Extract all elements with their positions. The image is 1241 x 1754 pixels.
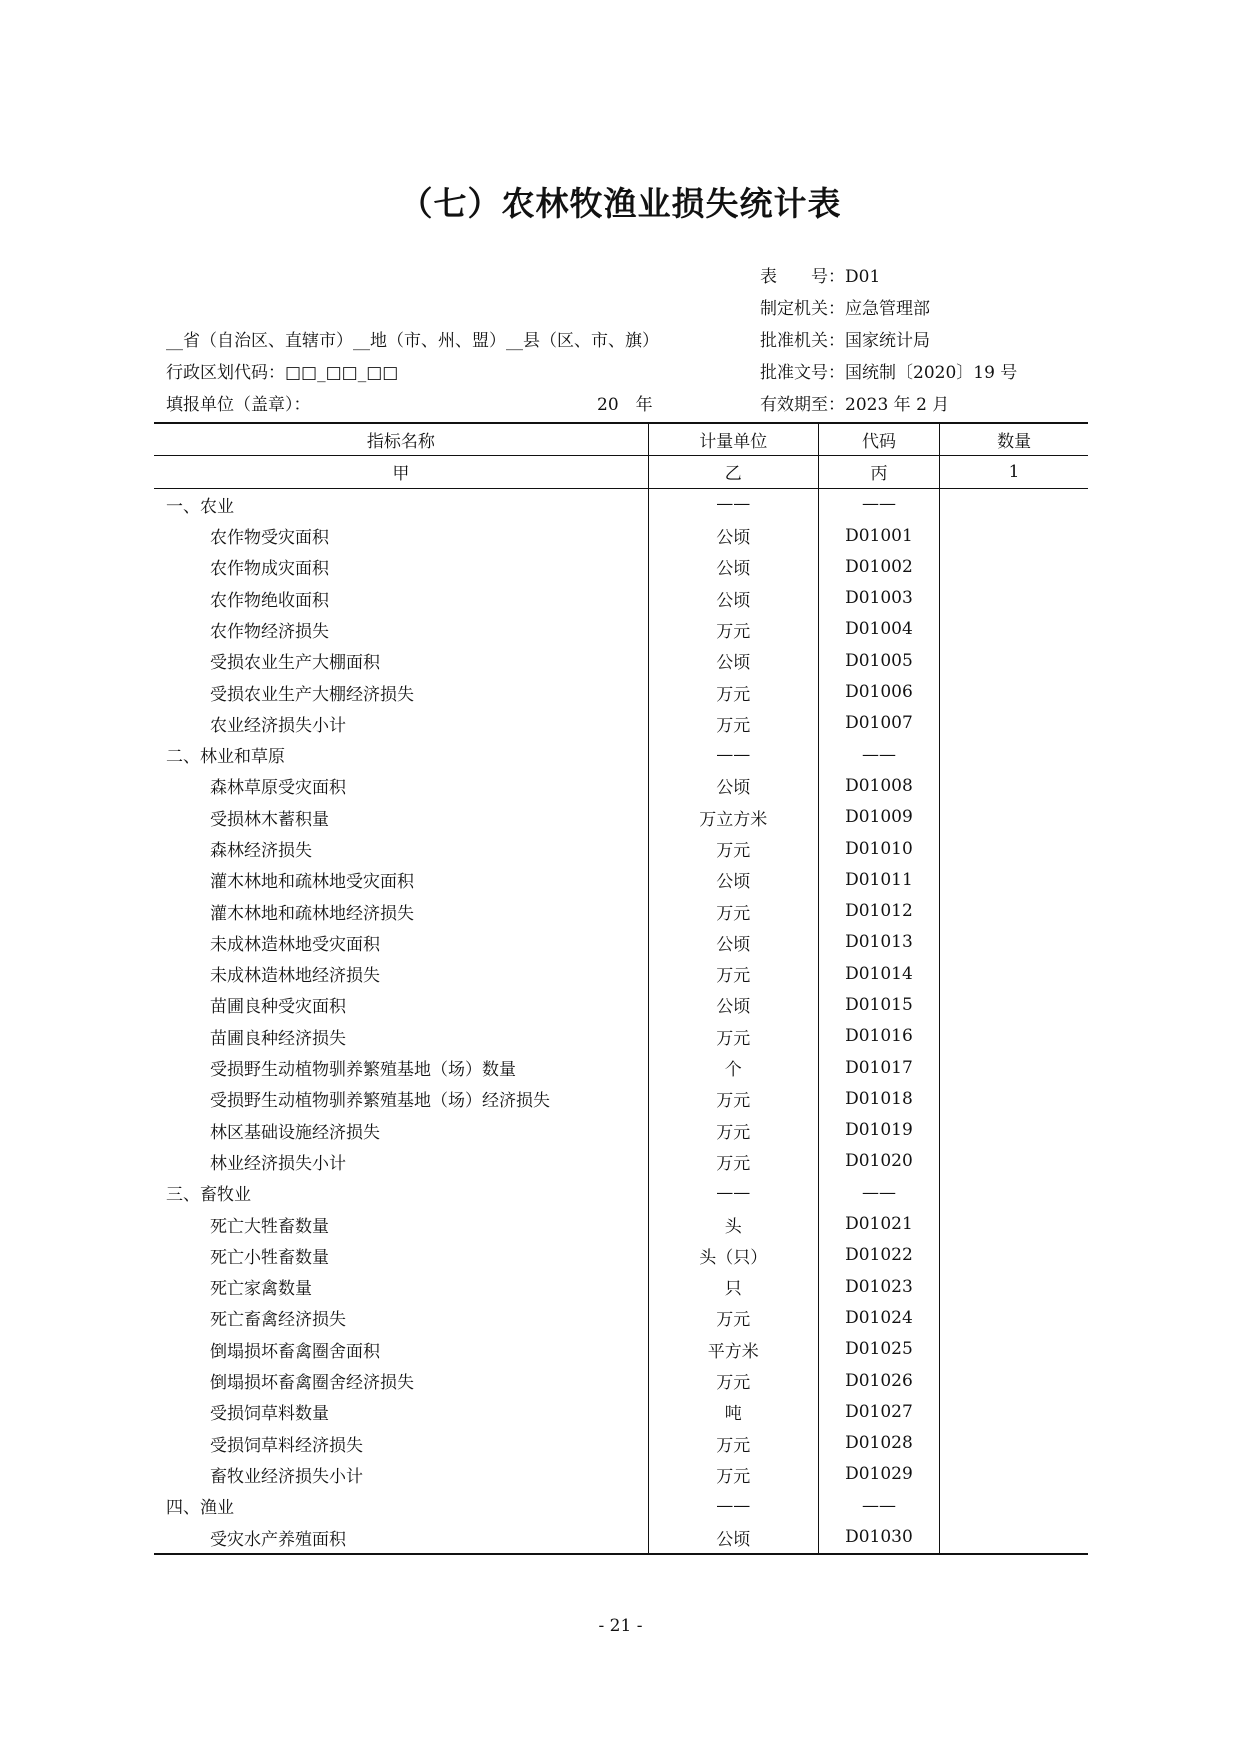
unit-cell: 公顷 bbox=[648, 989, 818, 1020]
region-line: __省（自治区、直辖市）__地（市、州、盟）__县（区、市、旗） bbox=[166, 331, 659, 351]
table-row bbox=[154, 488, 1088, 520]
table-row bbox=[154, 1240, 1088, 1271]
quantity-cell[interactable] bbox=[940, 1302, 1088, 1333]
quantity-cell[interactable] bbox=[940, 927, 1088, 958]
page-title: （七）农林牧渔业损失统计表 bbox=[399, 184, 842, 223]
code-cell: D01015 bbox=[818, 989, 939, 1020]
quantity-cell[interactable] bbox=[940, 802, 1088, 833]
indicator-name: 受损农业生产大棚经济损失 bbox=[210, 684, 414, 705]
table-row bbox=[154, 551, 1088, 582]
quantity-cell[interactable] bbox=[940, 551, 1088, 582]
table-header-row bbox=[154, 423, 1088, 456]
unit-cell: 头 bbox=[648, 1208, 818, 1239]
code-cell: D01023 bbox=[818, 1271, 939, 1302]
table-row bbox=[154, 833, 1088, 864]
code-cell: —— bbox=[818, 739, 939, 770]
quantity-cell[interactable] bbox=[940, 676, 1088, 707]
section-name: 一、农业 bbox=[166, 496, 234, 517]
quantity-cell[interactable] bbox=[940, 1490, 1088, 1521]
section-name: 三、畜牧业 bbox=[166, 1185, 251, 1206]
unit-cell: 万元 bbox=[648, 1146, 818, 1177]
indicator-name: 未成林造林地经济损失 bbox=[210, 966, 380, 987]
table-row bbox=[154, 895, 1088, 926]
indicator-name: 死亡小牲畜数量 bbox=[210, 1247, 329, 1268]
indicator-name: 死亡畜禽经济损失 bbox=[210, 1310, 346, 1331]
code-cell: D01025 bbox=[818, 1334, 939, 1365]
unit-cell: 万元 bbox=[648, 614, 818, 645]
indicator-name: 受损饲草料经济损失 bbox=[210, 1435, 363, 1456]
unit-cell: —— bbox=[648, 488, 818, 520]
quantity-cell[interactable] bbox=[940, 1271, 1088, 1302]
quantity-cell[interactable] bbox=[940, 1177, 1088, 1208]
code-cell: D01006 bbox=[818, 676, 939, 707]
table-row bbox=[154, 1021, 1088, 1052]
quantity-cell[interactable] bbox=[940, 1459, 1088, 1490]
code-cell: —— bbox=[818, 1177, 939, 1208]
issuing-authority: 制定机关：应急管理部 bbox=[760, 299, 930, 319]
section-name: 四、渔业 bbox=[166, 1498, 234, 1519]
quantity-cell[interactable] bbox=[940, 1428, 1088, 1459]
table-row bbox=[154, 958, 1088, 989]
code-cell: D01030 bbox=[818, 1521, 939, 1553]
quantity-cell[interactable] bbox=[940, 1021, 1088, 1052]
table-row bbox=[154, 1334, 1088, 1365]
quantity-cell[interactable] bbox=[940, 1365, 1088, 1396]
quantity-cell[interactable] bbox=[940, 1208, 1088, 1239]
indicator-name: 农业经济损失小计 bbox=[210, 715, 346, 736]
table-row bbox=[154, 645, 1088, 676]
unit-cell: 万元 bbox=[648, 708, 818, 739]
code-cell: D01024 bbox=[818, 1302, 939, 1333]
unit-cell: 平方米 bbox=[648, 1334, 818, 1365]
subheader-1: 1 bbox=[940, 456, 1088, 488]
table-row bbox=[154, 1208, 1088, 1239]
unit-cell: 个 bbox=[648, 1052, 818, 1083]
indicator-name: 倒塌损坏畜禽圈舍经济损失 bbox=[210, 1373, 414, 1394]
table-row bbox=[154, 676, 1088, 707]
unit-cell: 公顷 bbox=[648, 582, 818, 613]
code-cell: D01009 bbox=[818, 802, 939, 833]
table-row bbox=[154, 1521, 1088, 1553]
header-indicator-name: 指标名称 bbox=[154, 423, 648, 456]
quantity-cell[interactable] bbox=[940, 582, 1088, 613]
approving-authority: 批准机关：国家统计局 bbox=[760, 331, 930, 351]
table-row bbox=[154, 1177, 1088, 1208]
unit-cell: 只 bbox=[648, 1271, 818, 1302]
table-row bbox=[154, 1396, 1088, 1427]
quantity-cell[interactable] bbox=[940, 739, 1088, 770]
quantity-cell[interactable] bbox=[940, 1396, 1088, 1427]
quantity-cell[interactable] bbox=[940, 1083, 1088, 1114]
quantity-cell[interactable] bbox=[940, 833, 1088, 864]
code-cell: D01016 bbox=[818, 1021, 939, 1052]
quantity-cell[interactable] bbox=[940, 895, 1088, 926]
quantity-cell[interactable] bbox=[940, 1240, 1088, 1271]
code-cell: D01028 bbox=[818, 1428, 939, 1459]
quantity-cell[interactable] bbox=[940, 1115, 1088, 1146]
code-cell: D01003 bbox=[818, 582, 939, 613]
indicator-name: 苗圃良种受灾面积 bbox=[210, 997, 346, 1018]
header-quantity: 数量 bbox=[940, 423, 1088, 456]
unit-cell: 头（只） bbox=[648, 1240, 818, 1271]
code-cell: D01004 bbox=[818, 614, 939, 645]
unit-cell: 万元 bbox=[648, 1459, 818, 1490]
quantity-cell[interactable] bbox=[940, 770, 1088, 801]
unit-cell: 万元 bbox=[648, 1083, 818, 1114]
valid-until: 有效期至：2023 年 2 月 bbox=[760, 395, 950, 415]
quantity-cell[interactable] bbox=[940, 645, 1088, 676]
code-cell: D01021 bbox=[818, 1208, 939, 1239]
reporting-unit-line: 填报单位（盖章）： bbox=[166, 395, 311, 415]
table-row bbox=[154, 614, 1088, 645]
indicator-name: 倒塌损坏畜禽圈舍面积 bbox=[210, 1341, 380, 1362]
indicator-name: 受损饲草料数量 bbox=[210, 1404, 329, 1425]
indicator-name: 农作物受灾面积 bbox=[210, 528, 329, 549]
table-row bbox=[154, 520, 1088, 551]
subheader-bing: 丙 bbox=[818, 456, 939, 488]
table-row bbox=[154, 802, 1088, 833]
code-cell: D01019 bbox=[818, 1115, 939, 1146]
table-row bbox=[154, 1365, 1088, 1396]
unit-cell: —— bbox=[648, 1490, 818, 1521]
unit-cell: 万立方米 bbox=[648, 802, 818, 833]
code-cell: D01010 bbox=[818, 833, 939, 864]
table-row bbox=[154, 1083, 1088, 1114]
table-row bbox=[154, 1146, 1088, 1177]
table-row bbox=[154, 1052, 1088, 1083]
quantity-cell[interactable] bbox=[940, 958, 1088, 989]
unit-cell: 万元 bbox=[648, 1115, 818, 1146]
code-cell: D01002 bbox=[818, 551, 939, 582]
section-name: 二、林业和草原 bbox=[166, 747, 285, 768]
unit-cell: 吨 bbox=[648, 1396, 818, 1427]
unit-cell: 公顷 bbox=[648, 551, 818, 582]
quantity-cell[interactable] bbox=[940, 520, 1088, 551]
admin-code-line: 行政区划代码：□□_□□_□□ bbox=[166, 363, 399, 383]
unit-cell: 万元 bbox=[648, 676, 818, 707]
unit-cell: 公顷 bbox=[648, 1521, 818, 1553]
code-cell: D01001 bbox=[818, 520, 939, 551]
indicator-name: 林业经济损失小计 bbox=[210, 1153, 346, 1174]
unit-cell: 万元 bbox=[648, 1365, 818, 1396]
quantity-cell[interactable] bbox=[940, 989, 1088, 1020]
indicator-name: 受灾水产养殖面积 bbox=[210, 1529, 346, 1550]
table-row bbox=[154, 708, 1088, 739]
indicator-name: 森林草原受灾面积 bbox=[210, 778, 346, 799]
table-number: 表 号：D01 bbox=[760, 267, 881, 287]
indicator-name: 灌木林地和疏林地经济损失 bbox=[210, 903, 414, 924]
indicator-name: 农作物成灾面积 bbox=[210, 559, 329, 580]
table-row bbox=[154, 927, 1088, 958]
unit-cell: 公顷 bbox=[648, 927, 818, 958]
table-row bbox=[154, 1302, 1088, 1333]
approval-doc-number: 批准文号：国统制〔2020〕19 号 bbox=[760, 363, 1018, 383]
code-cell: —— bbox=[818, 1490, 939, 1521]
indicator-name: 受损农业生产大棚面积 bbox=[210, 653, 380, 674]
code-cell: D01013 bbox=[818, 927, 939, 958]
header-code: 代码 bbox=[818, 423, 939, 456]
indicator-name: 死亡大牲畜数量 bbox=[210, 1216, 329, 1237]
table-row bbox=[154, 989, 1088, 1020]
indicator-name: 农作物绝收面积 bbox=[210, 590, 329, 611]
report-year: 20 年 bbox=[597, 395, 653, 415]
header-unit: 计量单位 bbox=[648, 423, 818, 456]
indicator-name: 农作物经济损失 bbox=[210, 621, 329, 642]
code-cell: D01007 bbox=[818, 708, 939, 739]
code-cell: D01005 bbox=[818, 645, 939, 676]
code-cell: D01029 bbox=[818, 1459, 939, 1490]
unit-cell: 公顷 bbox=[648, 645, 818, 676]
subheader-yi: 乙 bbox=[648, 456, 818, 488]
unit-cell: 公顷 bbox=[648, 770, 818, 801]
code-cell: D01012 bbox=[818, 895, 939, 926]
unit-cell: —— bbox=[648, 739, 818, 770]
table-row bbox=[154, 864, 1088, 895]
quantity-cell[interactable] bbox=[940, 1334, 1088, 1365]
table-row bbox=[154, 1459, 1088, 1490]
page-number: - 21 - bbox=[598, 1616, 643, 1636]
table-row bbox=[154, 739, 1088, 770]
subheader-jia: 甲 bbox=[154, 456, 648, 488]
table-row bbox=[154, 582, 1088, 613]
table-row bbox=[154, 770, 1088, 801]
code-cell: D01008 bbox=[818, 770, 939, 801]
code-cell: D01022 bbox=[818, 1240, 939, 1271]
indicator-name: 林区基础设施经济损失 bbox=[210, 1122, 380, 1143]
unit-cell: 万元 bbox=[648, 1428, 818, 1459]
quantity-cell[interactable] bbox=[940, 708, 1088, 739]
indicator-name: 苗圃良种经济损失 bbox=[210, 1028, 346, 1049]
indicator-name: 畜牧业经济损失小计 bbox=[210, 1466, 363, 1487]
indicator-name: 受损林木蓄积量 bbox=[210, 809, 329, 830]
code-cell: D01026 bbox=[818, 1365, 939, 1396]
quantity-cell[interactable] bbox=[940, 488, 1088, 520]
indicator-name: 受损野生动植物驯养繁殖基地（场）数量 bbox=[210, 1060, 516, 1081]
code-cell: D01027 bbox=[818, 1396, 939, 1427]
table-subheader-row bbox=[154, 456, 1088, 488]
quantity-cell[interactable] bbox=[940, 614, 1088, 645]
indicator-name: 森林经济损失 bbox=[210, 841, 312, 861]
unit-cell: 万元 bbox=[648, 1021, 818, 1052]
unit-cell: 公顷 bbox=[648, 864, 818, 895]
loss-statistics-table bbox=[154, 422, 1088, 1555]
indicator-name: 未成林造林地受灾面积 bbox=[210, 934, 380, 955]
indicator-name: 受损野生动植物驯养繁殖基地（场）经济损失 bbox=[210, 1091, 550, 1112]
table-row bbox=[154, 1490, 1088, 1521]
quantity-cell[interactable] bbox=[940, 1521, 1088, 1553]
code-cell: D01017 bbox=[818, 1052, 939, 1083]
quantity-cell[interactable] bbox=[940, 864, 1088, 895]
unit-cell: —— bbox=[648, 1177, 818, 1208]
unit-cell: 万元 bbox=[648, 833, 818, 864]
table-row bbox=[154, 1271, 1088, 1302]
code-cell: D01020 bbox=[818, 1146, 939, 1177]
table-row bbox=[154, 1428, 1088, 1459]
quantity-cell[interactable] bbox=[940, 1052, 1088, 1083]
code-cell: D01018 bbox=[818, 1083, 939, 1114]
unit-cell: 万元 bbox=[648, 958, 818, 989]
unit-cell: 万元 bbox=[648, 1302, 818, 1333]
code-cell: —— bbox=[818, 488, 939, 520]
indicator-name: 死亡家禽数量 bbox=[210, 1279, 312, 1300]
code-cell: D01011 bbox=[818, 864, 939, 895]
unit-cell: 万元 bbox=[648, 895, 818, 926]
indicator-name: 灌木林地和疏林地受灾面积 bbox=[210, 872, 414, 893]
unit-cell: 公顷 bbox=[648, 520, 818, 551]
table-row bbox=[154, 1115, 1088, 1146]
code-cell: D01014 bbox=[818, 958, 939, 989]
quantity-cell[interactable] bbox=[940, 1146, 1088, 1177]
